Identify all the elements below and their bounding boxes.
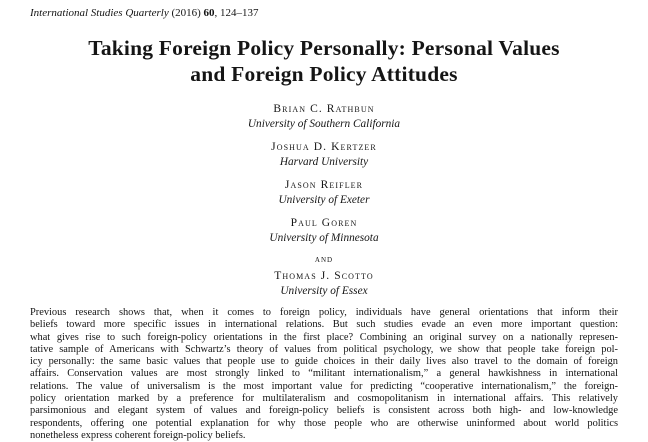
author-block xyxy=(0,178,648,208)
author-block xyxy=(0,102,648,132)
abstract-line: affairs. Conservation values are most strongly linked to “militant internationalism,” a general hawkishness in international xyxy=(30,368,618,380)
journal-pages: , 124–137 xyxy=(214,7,259,19)
abstract-line: what gives rise to such foreign-policy orientations in the first place? Combining an original survey on a nationally represen- xyxy=(30,331,618,343)
abstract-line: tative sample of Americans with Schwartz’s theory of values from political psychology, we show that people take foreign pol- xyxy=(30,343,618,355)
paper-page xyxy=(0,7,648,439)
author-block xyxy=(0,216,648,246)
author-affiliation: University of Essex xyxy=(280,285,368,297)
abstract-line: beliefs toward more specific issues in international relations. But such studies evade an even more important question: xyxy=(30,319,618,331)
author-name: Brian C. Rathbun xyxy=(273,103,375,115)
abstract-line: relations. The value of universalism is the most important value for predicting “cooperative internationalism,” the foreign- xyxy=(30,380,618,392)
author-affiliation: University of Southern California xyxy=(247,118,401,130)
and-separator: and xyxy=(314,255,334,265)
abstract-line: Previous research shows that, when it comes to foreign policy, individuals have general orientations that inform their xyxy=(30,307,618,318)
journal-year: (2016) xyxy=(171,7,201,19)
paper-title-line2: and Foreign Policy Attitudes xyxy=(190,62,458,86)
author-name: Joshua D. Kertzer xyxy=(271,141,377,153)
journal-name: International Studies Quarterly xyxy=(30,7,169,19)
abstract-line: nonetheless express coherent foreign-policy beliefs. xyxy=(30,429,246,441)
journal-volume: 60 xyxy=(203,7,215,19)
author-block xyxy=(0,140,648,170)
author-list xyxy=(0,102,648,299)
abstract-line: icy personally: the same basic values that people use to guide choices in their daily lives also travel to the domain of foreign xyxy=(30,356,618,368)
author-name: Thomas J. Scotto xyxy=(274,270,374,282)
author-affiliation: University of Exeter xyxy=(278,194,370,206)
abstract-line: respondents, offering one potential explanation for why those people who are otherwise uninformed about world politics xyxy=(30,417,618,429)
author-name: Paul Goren xyxy=(290,217,358,229)
paper-title xyxy=(0,35,648,87)
author-name: Jason Reifler xyxy=(284,179,364,191)
paper-title-line1: Taking Foreign Policy Personally: Personal Values xyxy=(88,36,560,60)
journal-header xyxy=(30,7,618,20)
author-block xyxy=(0,269,648,299)
author-affiliation: University of Minnesota xyxy=(269,232,379,244)
abstract-line: parsimonious and elegant system of values and foreign-policy beliefs is consistent across both high- and low-knowledge xyxy=(30,405,618,417)
abstract-line: policy orientation marked by a preference for multilateralism and cosmopolitanism in international affairs. This relatively xyxy=(30,393,618,405)
abstract xyxy=(30,307,618,442)
author-affiliation: Harvard University xyxy=(279,156,369,168)
